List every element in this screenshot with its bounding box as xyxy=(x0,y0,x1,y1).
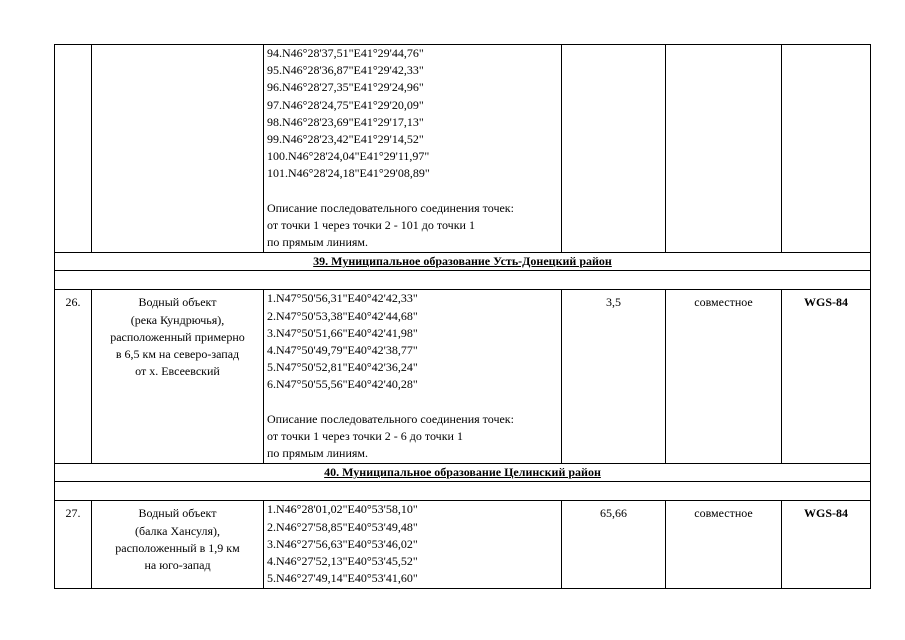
section-title: 39. Муниципальное образование Усть-Донецкий район xyxy=(55,253,871,271)
coord-line: 4.N46°27'52,13"E40°53'45,52" xyxy=(267,554,418,569)
section-row xyxy=(55,253,871,271)
object-cell xyxy=(92,501,264,589)
object-cell xyxy=(92,290,264,464)
object-line: на юго-запад xyxy=(144,558,211,573)
object-line: Водный объект xyxy=(138,295,217,310)
object-line: (балка Хансуля), xyxy=(134,523,221,538)
num-cell xyxy=(55,45,92,253)
area-cell xyxy=(562,45,666,253)
coord-line: 98.N46°28'23,69"E41°29'17,13" xyxy=(267,114,424,129)
spacer-row xyxy=(55,482,871,501)
desc-line: от точки 1 через точки 2 - 6 до точки 1 xyxy=(267,428,463,443)
desc-line: от точки 1 через точки 2 - 101 до точки 1 xyxy=(267,217,475,232)
coord-line: 3.N47°50'51,66"E40°42'41,98" xyxy=(267,325,418,340)
coord-line: 96.N46°28'27,35"E41°29'24,96" xyxy=(267,80,424,95)
coord-line: 97.N46°28'24,75"E41°29'20,09" xyxy=(267,97,424,112)
coord-line: 6.N47°50'55,56"E40°42'40,28" xyxy=(267,377,418,392)
table-row xyxy=(55,45,871,253)
coord-line: 94.N46°28'37,51"E41°29'44,76" xyxy=(267,46,424,60)
coord-line: 3.N46°27'56,63"E40°53'46,02" xyxy=(267,536,418,551)
coord-line: 1.N47°50'56,31"E40°42'42,33" xyxy=(267,291,418,306)
coord-line: 5.N47°50'52,81"E40°42'36,24" xyxy=(267,360,418,375)
coord-line: 101.N46°28'24,18"E41°29'08,89" xyxy=(267,166,430,181)
table-row xyxy=(55,290,871,464)
ownership-cell: совместное xyxy=(666,501,782,589)
section-title: 40. Муниципальное образование Целинский район xyxy=(55,464,871,482)
area-cell: 65,66 xyxy=(562,501,666,589)
coords-cell xyxy=(264,45,562,253)
coord-line: 99.N46°28'23,42"E41°29'14,52" xyxy=(267,132,424,147)
coords-cell xyxy=(264,290,562,464)
system-cell: WGS-84 xyxy=(782,290,871,464)
object-line: (река Кундрючья), xyxy=(130,312,225,327)
coord-line: 5.N46°27'49,14"E40°53'41,60" xyxy=(267,571,418,586)
object-line: от х. Евсеевский xyxy=(135,364,220,379)
desc-line: Описание последовательного соединения точек: xyxy=(267,200,514,215)
coord-line: 2.N47°50'53,38"E40°42'44,68" xyxy=(267,308,418,323)
coordinates-table xyxy=(54,44,871,589)
coord-line: 2.N46°27'58,85"E40°53'49,48" xyxy=(267,519,418,534)
desc-line: по прямым линиям. xyxy=(267,446,368,461)
ownership-cell: совместное xyxy=(666,290,782,464)
ownership-cell xyxy=(666,45,782,253)
coord-line: 95.N46°28'36,87"E41°29'42,33" xyxy=(267,63,424,78)
object-line: Водный объект xyxy=(138,506,217,521)
coords-cell xyxy=(264,501,562,589)
coord-line: 4.N47°50'49,79"E40°42'38,77" xyxy=(267,343,418,358)
desc-line: по прямым линиям. xyxy=(267,235,368,250)
table-row xyxy=(55,501,871,589)
section-row xyxy=(55,464,871,482)
object-cell xyxy=(92,45,264,253)
object-line: расположенный примерно xyxy=(110,329,245,344)
object-line: в 6,5 км на северо-запад xyxy=(115,347,240,362)
area-cell: 3,5 xyxy=(562,290,666,464)
row-number: 27. xyxy=(55,501,92,589)
spacer-row xyxy=(55,271,871,290)
row-number: 26. xyxy=(55,290,92,464)
system-cell: WGS-84 xyxy=(782,501,871,589)
object-line: расположенный в 1,9 км xyxy=(115,540,240,555)
desc-line: Описание последовательного соединения точек: xyxy=(267,411,514,426)
coord-line: 100.N46°28'24,04"E41°29'11,97" xyxy=(267,149,430,164)
coord-line: 1.N46°28'01,02"E40°53'58,10" xyxy=(267,502,418,517)
system-cell xyxy=(782,45,871,253)
